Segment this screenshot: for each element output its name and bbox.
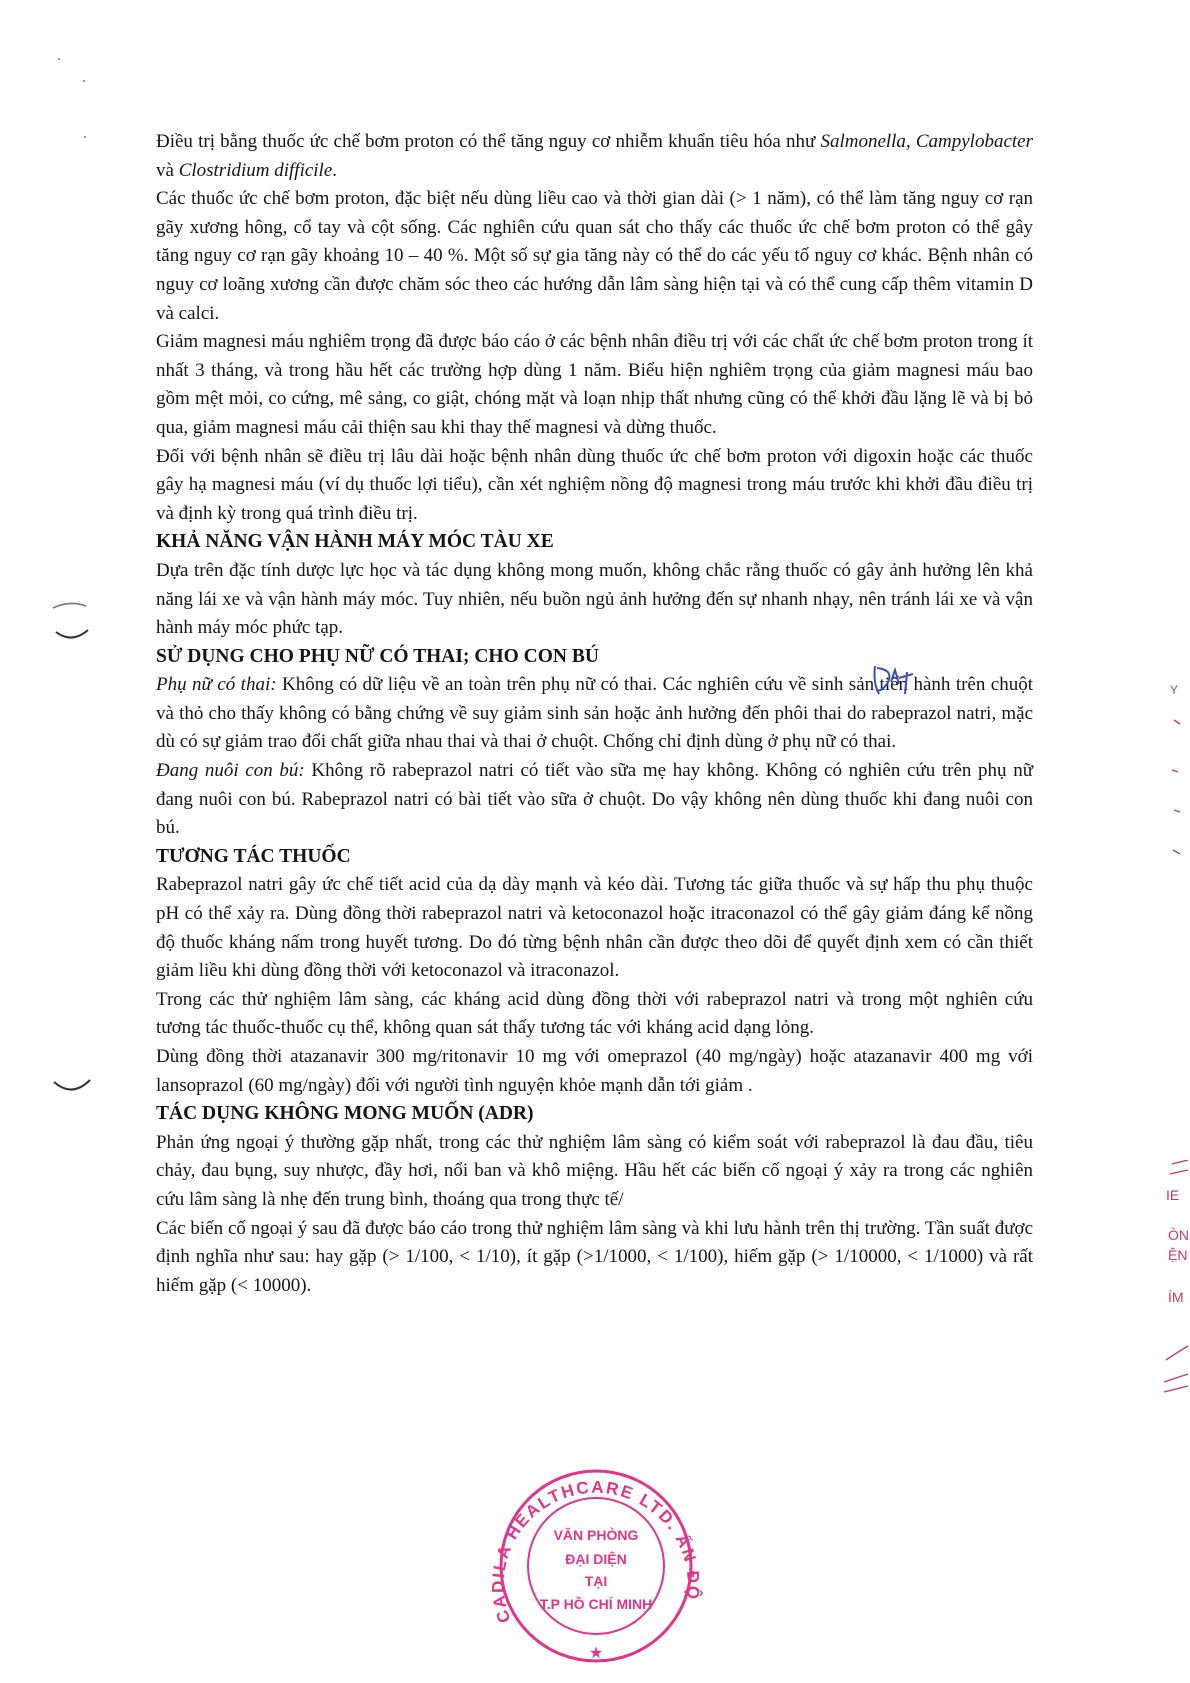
text-run: Không có dữ liệu về an toàn trên phụ nữ có thai. Các nghiên cứu về sinh sản tiến hành trên chuột và thỏ cho thấy không có bằng chứng về suy giảm sinh sản hoặc ảnh hưởng đến phôi thai do rabeprazol natri, mặc dù có sự giảm trao đổi chất giữa nhau thai và thai ở chuột. Chống chỉ định dùng ở phụ nữ có thai. bbox=[156, 674, 1033, 753]
handwritten-initials bbox=[865, 660, 925, 700]
text-run: Giảm magnesi máu nghiêm trọng đã được báo cáo ở các bệnh nhân điều trị với các chất ức chế bơm proton trong ít nhất 3 tháng, và trong hầu hết các trường hợp dùng 1 năm. Biểu hiện nghiêm trọng của giảm magnesi máu bao gồm mệt mỏi, co cứng, mê sảng, co giật, chóng mặt và loạn nhịp thất nhưng cũng có thể khởi đầu lặng lẽ và bị bỏ qua, giảm magnesi máu cải thiện sau khi thay thế magnesi và dừng thuốc. bbox=[156, 331, 1033, 438]
svg-text:TẠI: TẠI bbox=[584, 1573, 608, 1589]
section-heading bbox=[156, 843, 1033, 872]
paragraph bbox=[156, 443, 1033, 529]
svg-text:IE: IE bbox=[1166, 1187, 1180, 1203]
paragraph bbox=[156, 1215, 1033, 1301]
text-run: và bbox=[156, 159, 179, 181]
text-run: Dựa trên đặc tính dược lực học và tác dụng không mong muốn, không chắc rằng thuốc có gây ảnh hưởng lên khả năng lái xe và vận hành máy móc. Tuy nhiên, nếu buồn ngủ ảnh hưởng đến sự nhanh nhạy, nên tránh lái xe và vận hành máy móc phức tạp. bbox=[156, 559, 1033, 639]
svg-text:T.P HỒ CHÍ MINH: T.P HỒ CHÍ MINH bbox=[539, 1596, 653, 1612]
svg-text:ĐẠI DIỆN: ĐẠI DIỆN bbox=[565, 1551, 627, 1567]
section-heading bbox=[156, 528, 1033, 557]
text-run: SỬ DỤNG CHO PHỤ NỮ CÓ THAI; CHO CON BÚ bbox=[156, 645, 599, 667]
text-run: . bbox=[332, 159, 338, 181]
text-run: Trong các thử nghiệm lâm sàng, các kháng acid dùng đồng thời với rabeprazol natri và trong một nghiên cứu tương tác thuốc-thuốc cụ thể, không quan sát thấy tương tác với kháng acid dạng lỏng. bbox=[156, 988, 1033, 1039]
text-run: Rabeprazol natri gây ức chế tiết acid của dạ dày mạnh và kéo dài. Tương tác giữa thuốc và sự hấp thu phụ thuộc pH có thể xảy ra. Dùng đồng thời rabeprazol natri và ketoconazol hoặc itraconazol có thể gây giảm đáng kể nồng độ thuốc kháng nấm trong huyết tương. Do đó từng bệnh nhân cần được theo dõi để quyết định xem có cần thiết giảm liều khi dùng đồng thời với ketoconazol và itraconazol. bbox=[156, 874, 1033, 982]
scan-speck bbox=[83, 80, 85, 82]
italic-text: Phụ nữ có thai: bbox=[156, 674, 277, 696]
paragraph bbox=[156, 871, 1033, 985]
company-seal bbox=[478, 1466, 708, 1666]
svg-text:ÍM: ÍM bbox=[1168, 1289, 1184, 1305]
svg-text:ỆN: ỆN bbox=[1168, 1247, 1188, 1263]
text-run: TÁC DỤNG KHÔNG MONG MUỐN (ADR) bbox=[156, 1103, 534, 1125]
paragraph bbox=[156, 1129, 1033, 1215]
scan-speck bbox=[84, 136, 86, 138]
svg-text:VĂN PHÒNG: VĂN PHÒNG bbox=[553, 1527, 639, 1543]
svg-text:Y: Y bbox=[1170, 683, 1179, 697]
paragraph bbox=[156, 185, 1033, 328]
punch-hole-mark bbox=[48, 600, 94, 646]
edge-stamp-fragment bbox=[1168, 660, 1190, 880]
italic-text: Salmonella, Campylobacter bbox=[820, 131, 1033, 152]
text-run: Dùng đồng thời atazanavir 300 mg/ritonavir 10 mg với omeprazol (40 mg/ngày) hoặc atazanavir 400 mg với lansoprazol (60 mg/ngày) đối với người tình nguyện khỏe mạnh dẫn tới giảm . bbox=[156, 1046, 1033, 1096]
text-run: Điều trị bằng thuốc ức chế bơm proton có thể tăng nguy cơ nhiễm khuẩn tiêu hóa như bbox=[156, 131, 821, 152]
svg-text:CADILA HEALTHCARE LTD. ẤN ĐỘ: CADILA HEALTHCARE LTD. ẤN ĐỘ bbox=[488, 1477, 703, 1626]
paragraph bbox=[156, 557, 1033, 643]
paragraph bbox=[156, 986, 1033, 1043]
text-run: Các thuốc ức chế bơm proton, đặc biệt nếu dùng liều cao và thời gian dài (> 1 năm), có thể làm tăng nguy cơ rạn gãy xương hông, cổ tay và cột sống. Các nghiên cứu quan sát cho thấy các thuốc ức chế bơm proton có thể gây tăng nguy cơ rạn gãy khoảng 10 – 40 %. Một số sự gia tăng này có thể do các yếu tố nguy cơ khác. Bệnh nhân có nguy cơ loãng xương cần được chăm sóc theo các hướng dẫn lâm sàng hiện tại và có thể cung cấp thêm vitamin D và calci. bbox=[156, 188, 1033, 324]
section-heading bbox=[156, 1100, 1033, 1129]
text-run: Phản ứng ngoại ý thường gặp nhất, trong các thử nghiệm lâm sàng có kiểm soát với rabeprazol là đau đầu, tiêu chảy, đau bụng, suy nhược, đầy hơi, nổi ban và khô miệng. Hầu hết các biến cố ngoại ý xảy ra trong các nghiên cứu lâm sàng là nhẹ đến trung bình, thoáng qua trong thực tế/ bbox=[156, 1131, 1033, 1210]
paragraph bbox=[156, 757, 1033, 843]
text-run: Đối với bệnh nhân sẽ điều trị lâu dài hoặc bệnh nhân dùng thuốc ức chế bơm proton với digoxin hoặc các thuốc gây hạ magnesi máu (ví dụ thuốc lợi tiểu), cần xét nghiệm nồng độ magnesi trong máu trước khi khởi đầu điều trị và định kỳ trong quá trình điều trị. bbox=[156, 445, 1033, 524]
scan-speck bbox=[58, 58, 60, 60]
paragraph bbox=[156, 1043, 1033, 1100]
document-body bbox=[156, 128, 1033, 1300]
paragraph bbox=[156, 128, 1033, 185]
paragraph bbox=[156, 328, 1033, 442]
svg-text:★: ★ bbox=[588, 1645, 604, 1662]
text-run: Các biến cố ngoại ý sau đã được báo cáo trong thử nghiệm lâm sàng và khi lưu hành trên thị trường. Tần suất được định nghĩa như sau: hay gặp (> 1/100, < 1/10), ít gặp (>1/1000, < 1/100), hiếm gặp (> 1/10000, < 1/1000) và rất hiếm gặp (< 10000). bbox=[156, 1217, 1033, 1296]
text-run: KHẢ NĂNG VẬN HÀNH MÁY MÓC TÀU XE bbox=[156, 531, 554, 553]
italic-text: Clostridium difficile bbox=[178, 159, 333, 181]
text-run: TƯƠNG TÁC THUỐC bbox=[156, 845, 351, 867]
text-run: Không rõ rabeprazol natri có tiết vào sữa mẹ hay không. Không có nghiên cứu trên phụ nữ đang nuôi con bú. Rabeprazol natri có bài tiết vào sữa ở chuột. Do vậy không nên dùng thuốc khi đang nuôi con bú. bbox=[156, 760, 1034, 839]
italic-text: Đang nuôi con bú: bbox=[156, 760, 305, 782]
svg-text:ÒN: ÒN bbox=[1168, 1227, 1189, 1243]
edge-stamp-fragment bbox=[1162, 1160, 1190, 1400]
punch-hole-mark bbox=[48, 1062, 94, 1108]
